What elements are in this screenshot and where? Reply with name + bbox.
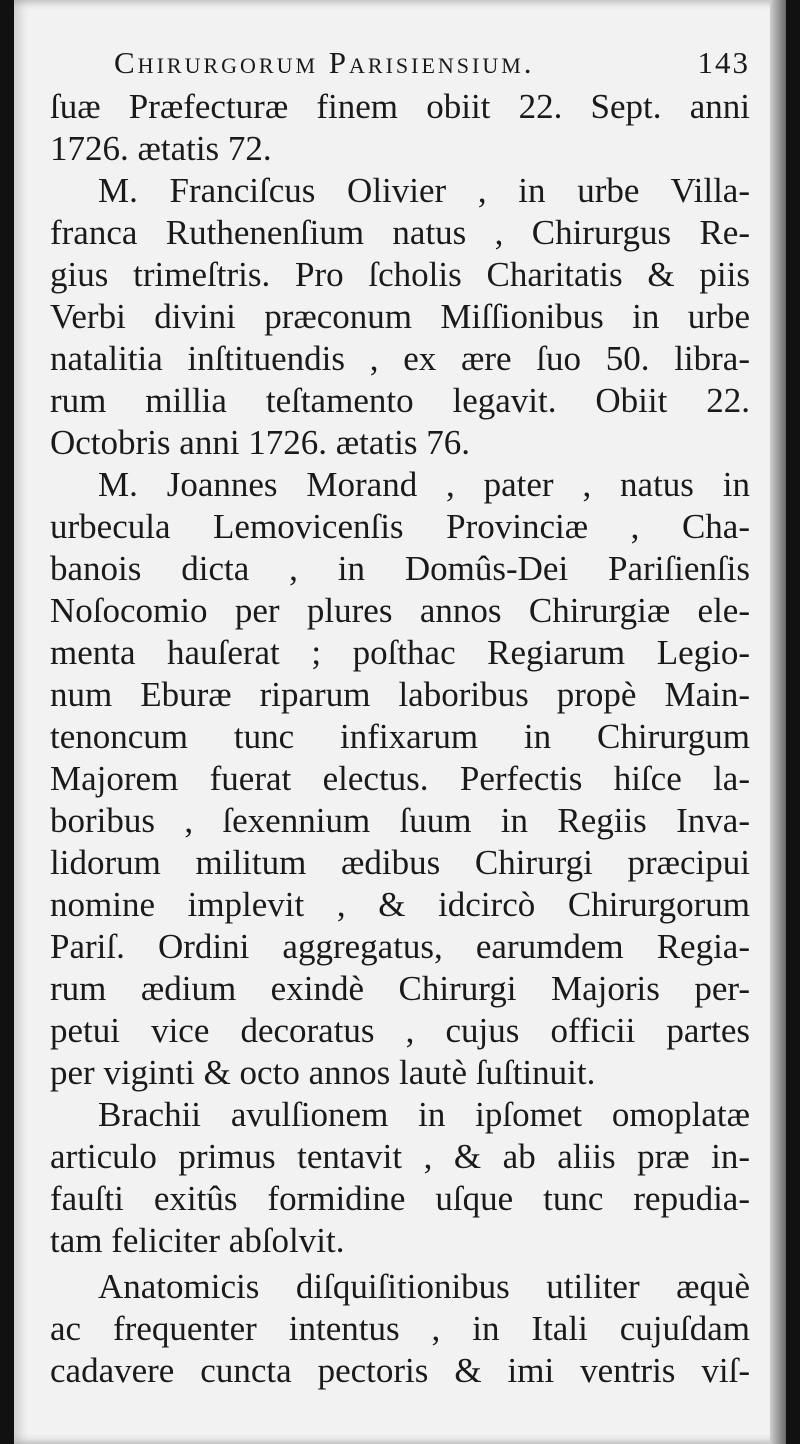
page-number: 143 (697, 45, 750, 80)
text-line: nomine implevit , & idcircò Chirurgorum (50, 885, 750, 924)
text-line: tam feliciter abſolvit. (50, 1221, 345, 1260)
text-line: Verbi divini præconum Miſſionibus in urbe (50, 297, 750, 336)
text-line: ſuæ Præfecturæ finem obiit 22. Sept. anni (50, 87, 750, 126)
text-line: natalitia inſtituendis , ex ære ſuo 50. libra- (50, 339, 750, 378)
page-text (50, 42, 750, 1392)
text-line: rum ædium exindè Chirurgi Majoris per- (50, 969, 750, 1008)
text-line: M. Franciſcus Olivier , in urbe Villa- (98, 171, 750, 210)
text-line: Pariſ. Ordini aggregatus, earumdem Regia- (50, 927, 750, 966)
text-line: boribus , ſexennium ſuum in Regiis Inva- (50, 801, 750, 840)
paragraph-morand (50, 464, 750, 1094)
text-line: menta hauſerat ; poſthac Regiarum Legio- (50, 633, 750, 672)
text-line: petui vice decoratus , cujus officii partes (50, 1011, 750, 1050)
text-line: urbecula Lemovicenſis Provinciæ , Cha- (50, 507, 750, 546)
running-head-title: Chirurgorum Parisiensium. (114, 45, 535, 80)
text-line: fauſti exitûs formidine uſque tunc repudia- (50, 1179, 750, 1218)
text-line: M. Joannes Morand , pater , natus in (98, 465, 750, 504)
text-line: Brachii avulſionem in ipſomet omoplatæ (98, 1095, 750, 1134)
text-line: banois dicta , in Domûs-Dei Pariſienſis (50, 549, 750, 588)
text-line: lidorum militum ædibus Chirurgi præcipui (50, 843, 750, 882)
running-head (50, 42, 750, 84)
text-line: gius trimeſtris. Pro ſcholis Charitatis & piis (50, 255, 750, 294)
text-line: 1726. ætatis 72. (50, 129, 272, 168)
text-line: tenoncum tunc infixarum in Chirurgum (50, 717, 750, 756)
text-line: Majorem fuerat electus. Perfectis hiſce la- (50, 759, 750, 798)
page-gutter-shadow (770, 0, 786, 1444)
paragraph-olivier (50, 170, 750, 464)
text-line: cadavere cuncta pectoris & imi ventris viſ- (50, 1351, 750, 1390)
text-line: Anatomicis diſquiſitionibus utiliter æquè (98, 1267, 750, 1306)
paragraph-1 (50, 86, 750, 170)
paragraph-brachii (50, 1094, 750, 1262)
text-line: num Eburæ riparum laboribus propè Main- (50, 675, 750, 714)
paragraph-anatomicis (50, 1266, 750, 1392)
text-line: rum millia teſtamento legavit. Obiit 22. (50, 381, 750, 420)
text-line: franca Ruthenenſium natus , Chirurgus Re- (50, 213, 750, 252)
text-line: Octobris anni 1726. ætatis 76. (50, 423, 470, 462)
text-line: ac frequenter intentus , in Itali cujuſdam (50, 1309, 750, 1348)
text-line: per viginti & octo annos lautè ſuſtinuit. (50, 1053, 596, 1092)
text-line: articulo primus tentavit , & ab aliis præ in- (50, 1137, 750, 1176)
text-line: Noſocomio per plures annos Chirurgiæ ele- (50, 591, 750, 630)
book-page (14, 0, 786, 1444)
